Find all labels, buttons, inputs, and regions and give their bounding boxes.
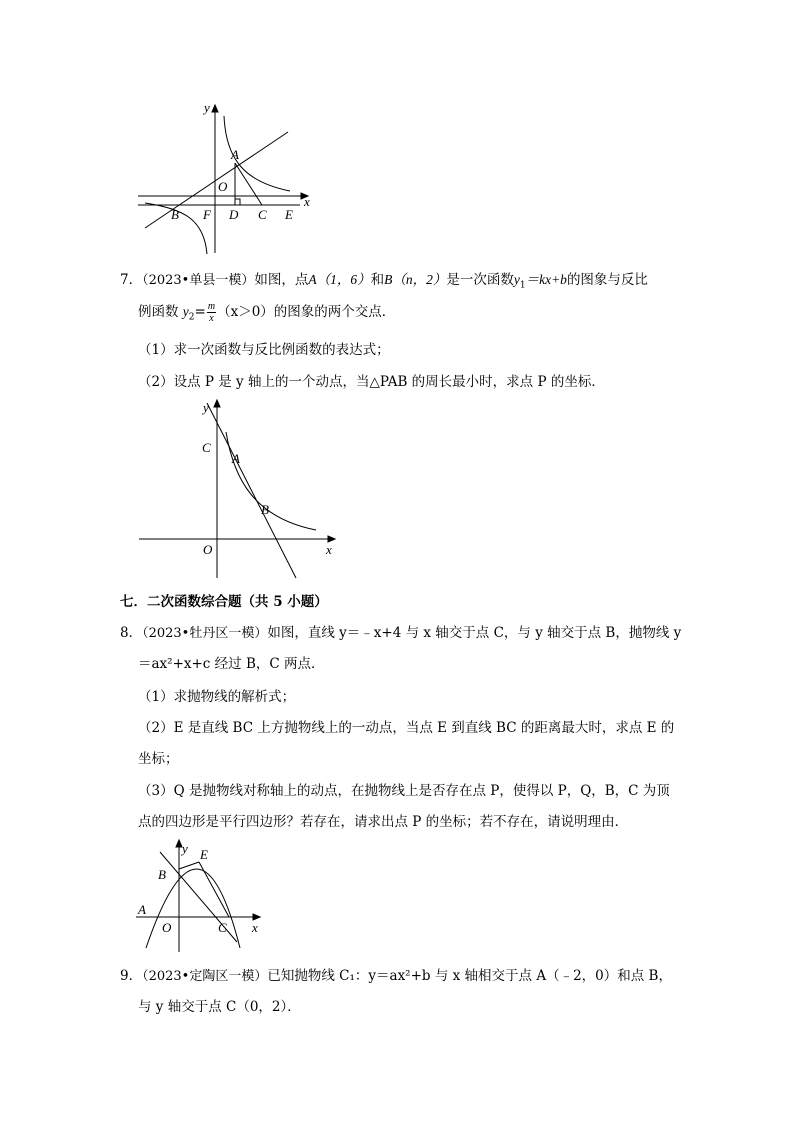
label-y: y: [204, 100, 210, 115]
label-O: O: [162, 920, 172, 935]
section-heading: 七．二次函数综合题（共 5 小题）: [120, 594, 328, 610]
q9-line2: 与 y 轴交于点 C（0，2）．: [138, 999, 301, 1015]
label-y: y: [203, 400, 209, 415]
q8-part2b: 坐标；: [138, 751, 179, 767]
label-O: O: [203, 542, 213, 557]
label-C: C: [202, 440, 211, 455]
figure-3-parabola: [130, 835, 270, 960]
label-O: O: [218, 179, 228, 194]
segment-EC: [199, 862, 229, 917]
q7-line2: 例函数 $y_2=$ $\frac{m}{x}$ （x＞0）的图象的两个交点．: [138, 301, 396, 324]
q9-line1: 9．（2023•定陶区一模）已知抛物线 C₁：y＝ax²+b 与 x 轴相交于点 A（﹣2，0）和点 B，: [120, 968, 672, 984]
label-E: E: [200, 847, 208, 862]
figure-1-hyperbola-line: [130, 95, 330, 260]
label-x: x: [304, 194, 310, 209]
figure-2-hyperbola-line: [130, 395, 350, 585]
label-E: E: [285, 207, 293, 222]
label-y: y: [182, 841, 188, 856]
fraction-m-over-x: $\frac{m}{x}$: [207, 301, 216, 324]
q8-part3b: 点的四边形是平行四边形？若存在，请求出点 P 的坐标；若不存在，请说明理由．: [138, 814, 629, 830]
q7-line1: 7．（2023•单县一模）如图，点A（1，6）和B（n，2）是一次函数$y_1=kx+b$的图象与反比: [120, 272, 648, 291]
label-A: A: [138, 902, 146, 917]
q8-line2: ＝ax²+x+c 经过 B，C 两点．: [138, 656, 325, 672]
right-angle-mark: [235, 199, 240, 205]
label-B: B: [158, 867, 166, 882]
label-C: C: [258, 207, 267, 222]
hyperbola: [226, 432, 316, 530]
q8-line1: 8．（2023•牡丹区一模）如图，直线 y＝﹣x+4 与 x 轴交于点 C，与 y 轴交于点 B，抛物线 y: [120, 625, 682, 641]
label-x: x: [326, 542, 332, 557]
label-D: D: [229, 207, 239, 222]
label-B: B: [171, 207, 179, 222]
label-C: C: [218, 920, 227, 935]
segment-BE: [179, 862, 199, 869]
label-F: F: [203, 207, 211, 222]
q8-part1: （1）求抛物线的解析式；: [138, 689, 296, 705]
label-x: x: [252, 920, 258, 935]
q7-part2: （2）设点 P 是 y 轴上的一个动点，当△PAB 的周长最小时，求点 P 的坐标．: [138, 374, 605, 390]
line-CB: [207, 403, 296, 578]
q8-part3a: （3）Q 是抛物线对称轴上的动点，在抛物线上是否存在点 P，使得以 P，Q，B，C 为顶: [138, 783, 670, 799]
label-A: A: [231, 147, 239, 162]
label-B: B: [261, 502, 269, 517]
q8-part2a: （2）E 是直线 BC 上方抛物线上的一动点，当点 E 到直线 BC 的距离最大时，求点 E 的: [138, 720, 675, 736]
label-A: A: [232, 451, 240, 466]
q7-part1: （1）求一次函数与反比例函数的表达式；: [138, 342, 390, 358]
